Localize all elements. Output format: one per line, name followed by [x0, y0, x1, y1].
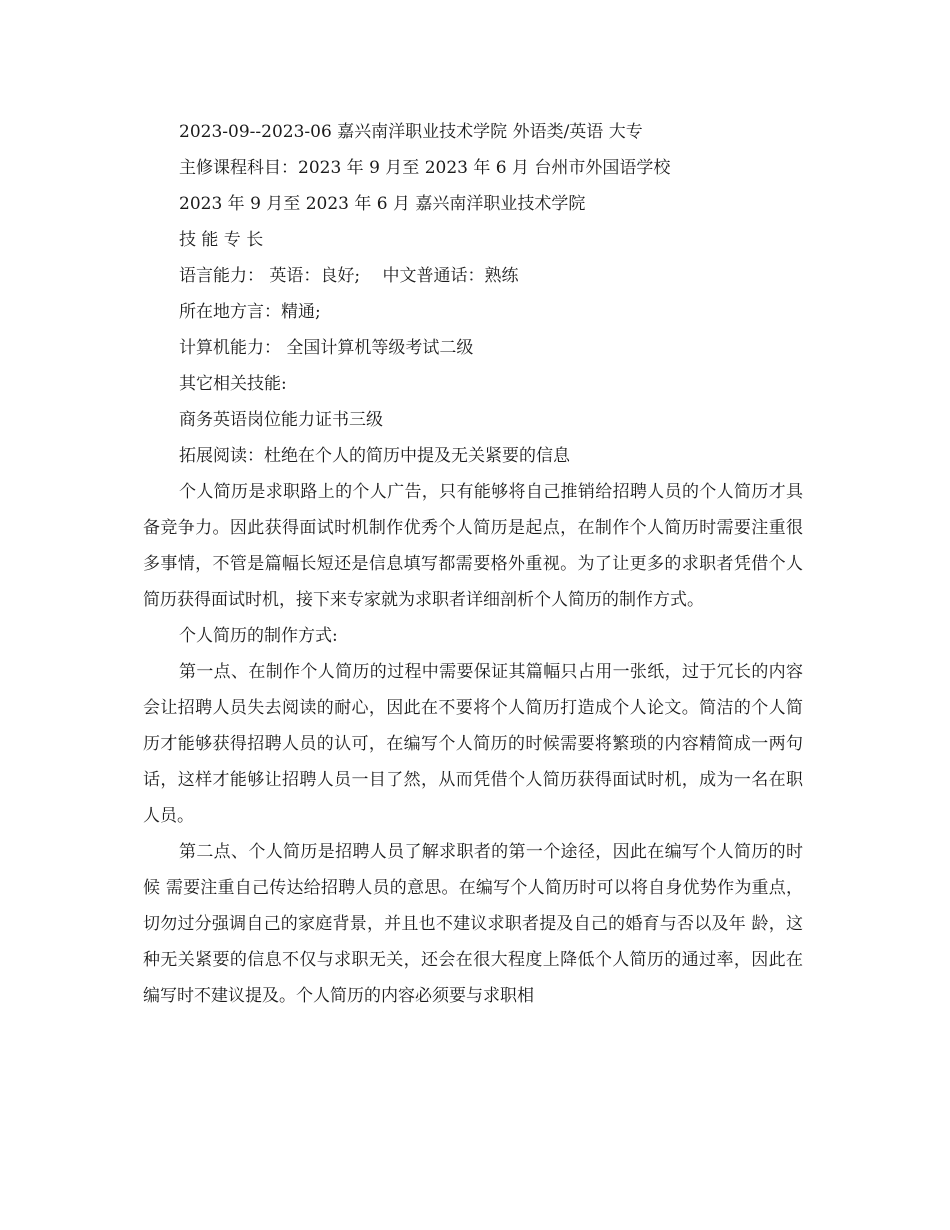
language-skill-line: 语言能力： 英语：良好; 中文普通话：熟练 [179, 266, 519, 286]
education-line-2: 2023 年 9 月至 2023 年 6 月 嘉兴南洋职业技术学院 [179, 194, 586, 214]
extended-reading-title: 拓展阅读：杜绝在个人的简历中提及无关紧要的信息 [179, 446, 570, 466]
education-line: 2023-09--2023-06 嘉兴南洋职业技术学院 外语类/英语 大专 [179, 122, 643, 142]
other-skills-label: 其它相关技能: [179, 374, 287, 394]
document-body [143, 114, 803, 1014]
method-heading: 个人简历的制作方式: [179, 626, 338, 646]
point-two-paragraph: 第二点、个人简历是招聘人员了解求职者的第一个途径，因此在编写个人简历的时候 需要注重自己传达给招聘人员的意思。在编写个人简历时可以将自身优势作为重点，切勿过分强调自己的家庭背景，并且也不建议求职者提及自己的婚育与否以及年 龄，这种无关紧要的信息不仅与求职无关，还会在很大程度上降低个人简历的通过率，因此在编写时不建议提及。个人简历的内容必须要与求职相 [143, 842, 803, 1006]
dialect-line: 所在地方言：精通; [179, 302, 321, 322]
skills-heading: 技 能 专 长 [179, 230, 264, 250]
certificate-line: 商务英语岗位能力证书三级 [179, 410, 383, 430]
intro-paragraph: 个人简历是求职路上的个人广告，只有能够将自己推销给招聘人员的个人简历才具备竞争力。因此获得面试时机制作优秀个人简历是起点，在制作个人简历时需要注重很多事情，不管是篇幅长短还是信息填写都需要格外重视。为了让更多的求职者凭借个人简历获得面试时机，接下来专家就为求职者详细剖析个人简历的制作方式。 [143, 482, 803, 610]
computer-skill-line: 计算机能力： 全国计算机等级考试二级 [179, 338, 474, 358]
courses-line: 主修课程科目：2023 年 9 月至 2023 年 6 月 台州市外国语学校 [179, 158, 671, 178]
point-one-paragraph: 第一点、在制作个人简历的过程中需要保证其篇幅只占用一张纸，过于冗长的内容会让招聘人员失去阅读的耐心，因此在不要将个人简历打造成个人论文。简洁的个人简历才能够获得招聘人员的认可，在编写个人简历的时候需要将繁琐的内容精简成一两句话，这样才能够让招聘人员一目了然，从而凭借个人简历获得面试时机，成为一名在职人员。 [143, 662, 803, 826]
